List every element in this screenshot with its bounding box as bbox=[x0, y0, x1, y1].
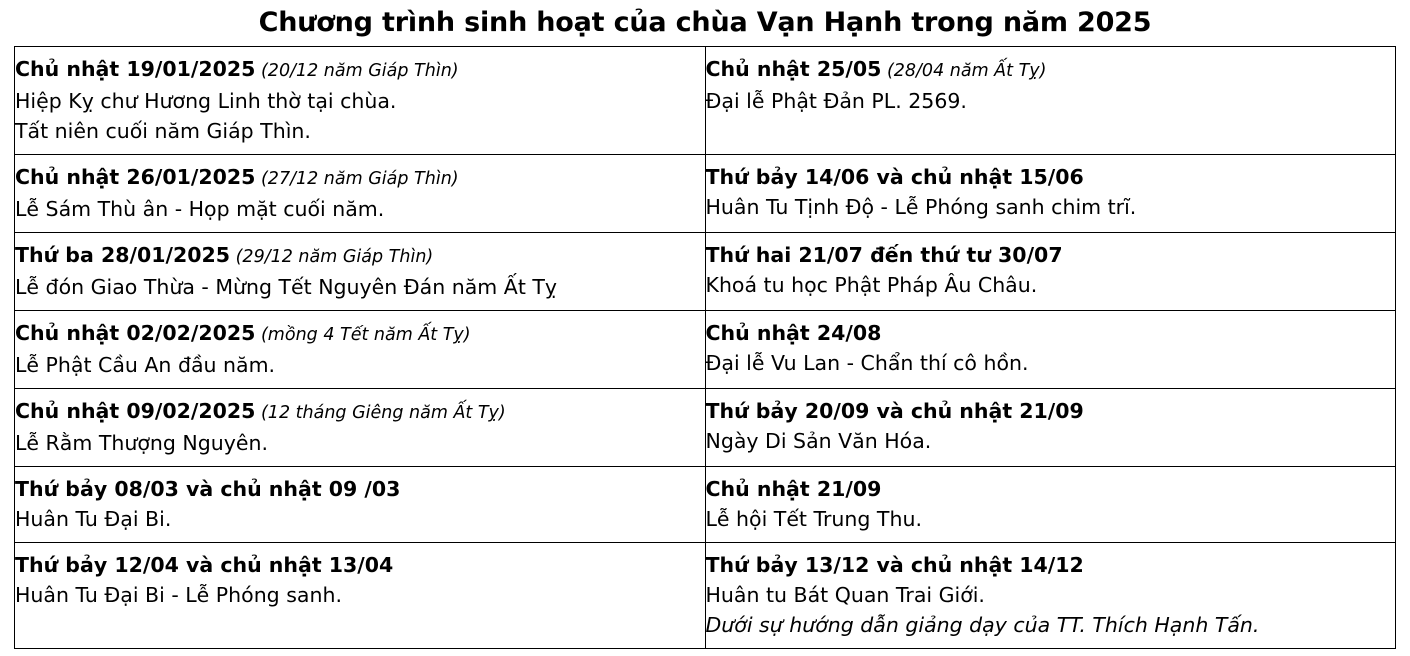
event-description: Ngày Di Sản Văn Hóa. bbox=[705, 429, 932, 453]
event-date: Thứ hai 21/07 đến thứ tư 30/07 bbox=[705, 243, 1063, 267]
event-lunar-date: (12 tháng Giêng năm Ất Tỵ) bbox=[255, 403, 506, 423]
schedule-cell-right bbox=[705, 467, 1396, 543]
page-title: Chương trình sinh hoạt của chùa Vạn Hạnh trong năm 2025 bbox=[258, 7, 1152, 38]
event-description: Huân tu Bát Quan Trai Giới. bbox=[705, 583, 985, 607]
event-date: Thứ bảy 14/06 và chủ nhật 15/06 bbox=[705, 165, 1084, 189]
event-lunar-date: (27/12 năm Giáp Thìn) bbox=[255, 169, 459, 189]
schedule-cell-right bbox=[705, 47, 1396, 155]
event-date: Thứ bảy 08/03 và chủ nhật 09 /03 bbox=[15, 477, 401, 501]
event-date: Thứ ba 28/01/2025 (29/12 năm Giáp Thìn) bbox=[15, 243, 434, 267]
event-description: Huân Tu Đại Bi. bbox=[15, 507, 172, 531]
event-date: Chủ nhật 02/02/2025 (mồng 4 Tết năm Ất Tỵ) bbox=[15, 321, 471, 345]
event-description: Tất niên cuối năm Giáp Thìn. bbox=[15, 119, 311, 143]
table-row bbox=[15, 233, 1396, 311]
schedule-cell-left bbox=[15, 467, 706, 543]
event-date: Thứ bảy 13/12 và chủ nhật 14/12 bbox=[705, 553, 1084, 577]
event-date: Chủ nhật 19/01/2025 (20/12 năm Giáp Thìn) bbox=[15, 57, 459, 81]
schedule-cell-left bbox=[15, 543, 706, 649]
event-description: Lễ Sám Thù ân - Họp mặt cuối năm. bbox=[15, 197, 385, 221]
event-description: Đại lễ Phật Đản PL. 2569. bbox=[705, 89, 967, 113]
event-description: Đại lễ Vu Lan - Chẩn thí cô hồn. bbox=[705, 351, 1029, 375]
event-date: Thứ bảy 12/04 và chủ nhật 13/04 bbox=[15, 553, 394, 577]
event-date: Thứ bảy 20/09 và chủ nhật 21/09 bbox=[705, 399, 1084, 423]
schedule-cell-left bbox=[15, 389, 706, 467]
event-lunar-date: (28/04 năm Ất Tỵ) bbox=[881, 61, 1047, 81]
table-row bbox=[15, 467, 1396, 543]
schedule-table bbox=[14, 46, 1396, 649]
event-description: Khoá tu học Phật Pháp Âu Châu. bbox=[705, 273, 1038, 297]
event-description: Dưới sự hướng dẫn giảng dạy của TT. Thích Hạnh Tấn. bbox=[705, 613, 1260, 637]
event-date: Chủ nhật 21/09 bbox=[705, 477, 882, 501]
schedule-cell-left bbox=[15, 311, 706, 389]
table-row bbox=[15, 311, 1396, 389]
schedule-cell-right bbox=[705, 155, 1396, 233]
schedule-cell-right bbox=[705, 389, 1396, 467]
schedule-cell-left bbox=[15, 155, 706, 233]
event-date: Chủ nhật 09/02/2025 (12 tháng Giêng năm Ất Tỵ) bbox=[15, 399, 506, 423]
table-row bbox=[15, 543, 1396, 649]
event-lunar-date: (29/12 năm Giáp Thìn) bbox=[230, 247, 434, 267]
table-row bbox=[15, 155, 1396, 233]
schedule-cell-right bbox=[705, 311, 1396, 389]
event-description: Lễ Phật Cầu An đầu năm. bbox=[15, 353, 276, 377]
schedule-cell-right bbox=[705, 543, 1396, 649]
event-description: Lễ Rằm Thượng Nguyên. bbox=[15, 431, 269, 455]
event-description: Lễ đón Giao Thừa - Mừng Tết Nguyên Đán năm Ất Tỵ bbox=[15, 275, 558, 299]
event-lunar-date: (mồng 4 Tết năm Ất Tỵ) bbox=[255, 325, 471, 345]
event-description: Huân Tu Đại Bi - Lễ Phóng sanh. bbox=[15, 583, 342, 607]
schedule-table-body bbox=[15, 47, 1396, 649]
event-description: Hiệp Kỵ chư Hương Linh thờ tại chùa. bbox=[15, 89, 397, 113]
table-row bbox=[15, 47, 1396, 155]
schedule-cell-right bbox=[705, 233, 1396, 311]
schedule-cell-left bbox=[15, 47, 706, 155]
event-date: Chủ nhật 24/08 bbox=[705, 321, 882, 345]
event-description: Lễ hội Tết Trung Thu. bbox=[705, 507, 922, 531]
event-date: Chủ nhật 25/05 (28/04 năm Ất Tỵ) bbox=[705, 57, 1047, 81]
event-lunar-date: (20/12 năm Giáp Thìn) bbox=[255, 61, 459, 81]
event-date: Chủ nhật 26/01/2025 (27/12 năm Giáp Thìn) bbox=[15, 165, 459, 189]
schedule-cell-left bbox=[15, 233, 706, 311]
table-row bbox=[15, 389, 1396, 467]
event-description: Huân Tu Tịnh Độ - Lễ Phóng sanh chim trĩ. bbox=[705, 195, 1137, 219]
